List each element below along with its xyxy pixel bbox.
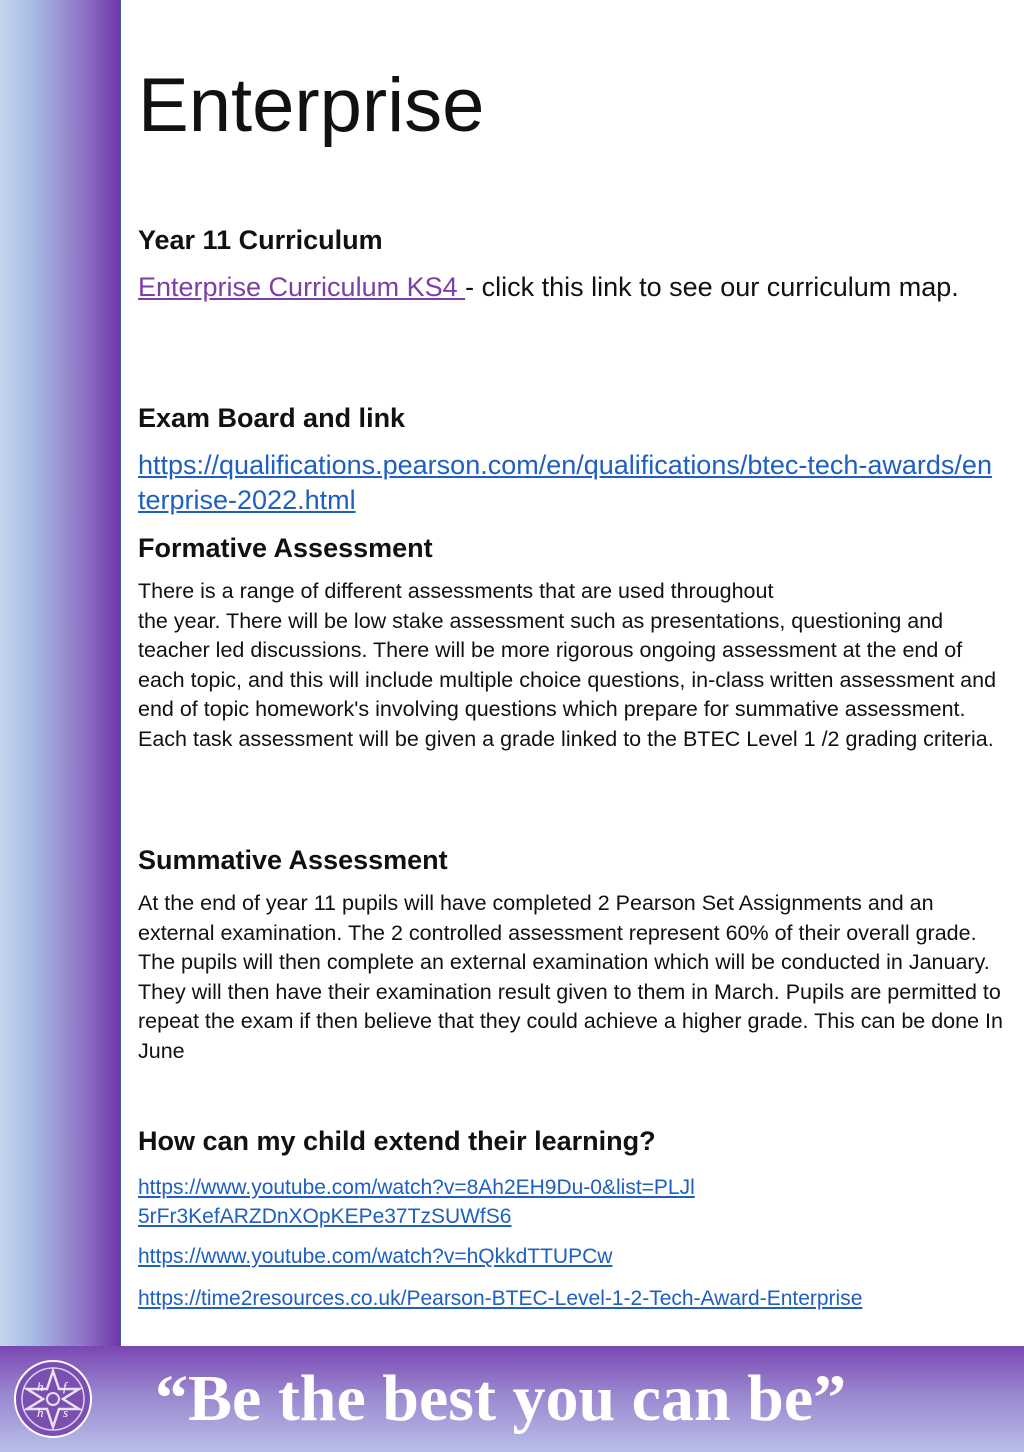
exam-board-paragraph — [138, 448, 998, 518]
formative-body — [138, 577, 1008, 754]
crest-letter-4: s — [63, 1405, 69, 1420]
extend-link-paragraph-1 — [138, 1173, 698, 1231]
formative-first-line: There is a range of different assessments that are used throughout — [138, 579, 774, 603]
page-title: Enterprise — [138, 63, 485, 148]
school-motto: “Be the best you can be” — [155, 1362, 847, 1435]
formative-heading: Formative Assessment — [138, 533, 433, 563]
curriculum-link[interactable]: Enterprise Curriculum KS4 — [138, 272, 466, 302]
extend-heading: How can my child extend their learning? — [138, 1126, 656, 1156]
extend-link-paragraph-2 — [138, 1242, 612, 1271]
year-heading: Year 11 Curriculum — [138, 225, 383, 255]
crest-letter-3: h — [37, 1405, 44, 1420]
youtube-playlist-link[interactable]: https://www.youtube.com/watch?v=8Ah2EH9Du-0&list=PLJl5rFr3KefARZDnXOpKEPe37TzSUWfS6 — [138, 1176, 695, 1228]
formative-text: the year. There will be low stake assessment such as presentations, questioning and teacher led discussions. There will be more rigorous ongoing assessment at the end of each topic, and this will include multiple choice questions, in-class written assessment and end of topic homework's involving questions which prepare for summative assessment. Each task assessment will be given a grade linked to the BTEC Level 1 /2 grading criteria. — [138, 608, 997, 751]
crest-letter-2: f — [63, 1379, 67, 1394]
summative-heading: Summative Assessment — [138, 845, 448, 875]
left-decorative-band — [0, 0, 121, 1346]
extend-link-paragraph-3 — [138, 1284, 862, 1313]
youtube-video-link[interactable]: https://www.youtube.com/watch?v=hQkkdTTUPCw — [138, 1245, 613, 1268]
exam-board-heading: Exam Board and link — [138, 403, 406, 433]
crest-letter-1: h — [37, 1379, 44, 1394]
time2resources-link[interactable]: https://time2resources.co.uk/Pearson-BTEC-Level-1-2-Tech-Award-Enterprise — [138, 1287, 863, 1310]
summative-body: At the end of year 11 pupils will have completed 2 Pearson Set Assignments and an external examination. The 2 controlled assessment represent 60% of their overall grade. The pupils will then complete an external examination which will be conducted in January. They will then have their examination result given to them in March. Pupils are permitted to repeat the exam if then believe that they could achieve a higher grade. This can be done In June — [138, 891, 1003, 1063]
school-crest-icon — [13, 1359, 93, 1439]
footer-banner — [0, 1346, 1024, 1452]
curriculum-suffix: - click this link to see our curriculum map. — [465, 272, 959, 302]
curriculum-paragraph — [138, 270, 988, 305]
exam-board-link[interactable]: https://qualifications.pearson.com/en/qualifications/btec-tech-awards/enterprise-2022.html — [138, 450, 992, 515]
